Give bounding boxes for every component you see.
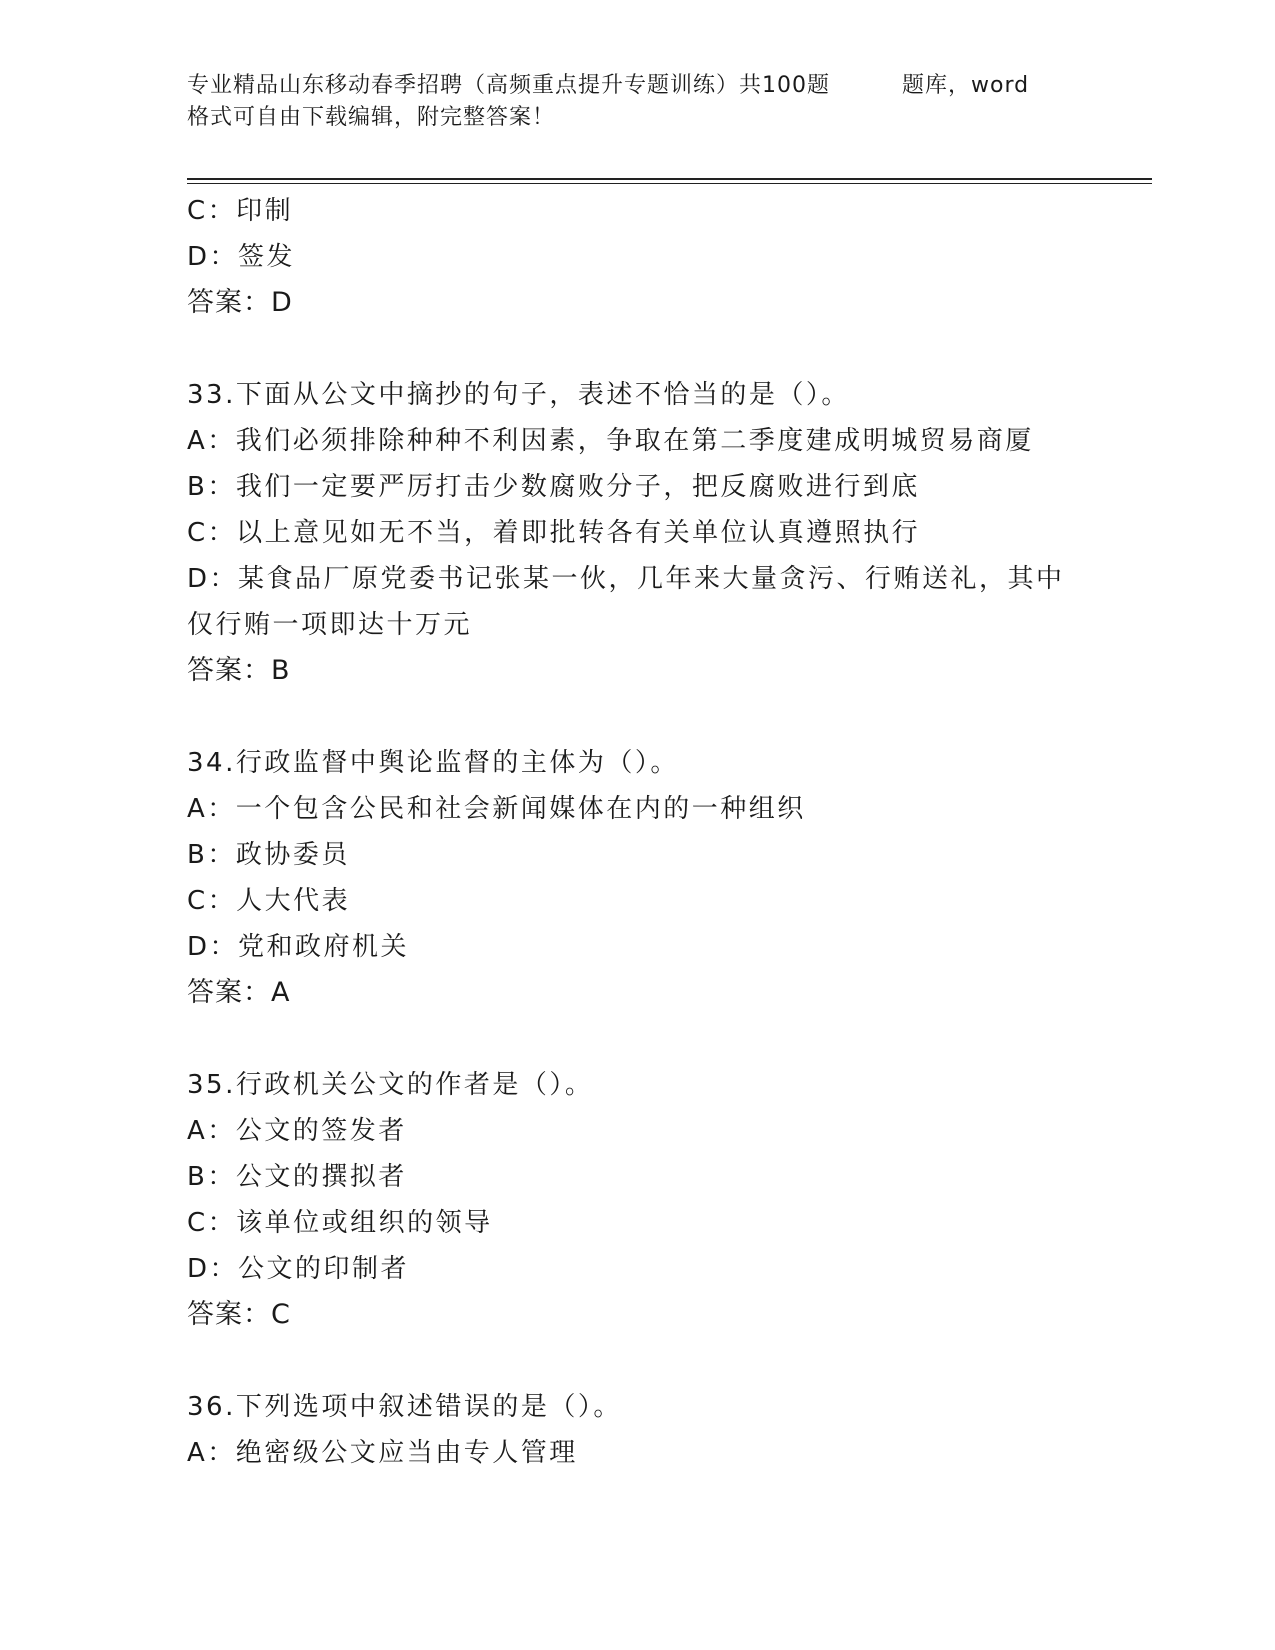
option-d: D：某食品厂原党委书记张某一伙，几年来大量贪污、行贿送礼，其中 [187,564,1065,594]
answer-line: 答案：B [187,655,291,686]
question-stem: 34.行政监督中舆论监督的主体为（）。 [187,748,679,778]
option-c: C：以上意见如无不当，着即批转各有关单位认真遵照执行 [187,518,921,548]
question-35 [187,1062,1107,1338]
header-rule-thin [187,183,1152,184]
header-title: 专业精品山东移动春季招聘（高频重点提升专题训练）共100题 [187,73,830,98]
option-c: C：人大代表 [187,886,351,916]
option-a: A：我们必须排除种种不利因素，争取在第二季度建成明城贸易商厦 [187,426,1034,456]
question-stem: 35.行政机关公文的作者是（）。 [187,1070,594,1100]
question-stem: 33.下面从公文中摘抄的句子，表述不恰当的是（）。 [187,380,850,410]
header-line-2: 格式可自由下载编辑，附完整答案！ [187,105,556,130]
option-d: D：公文的印制者 [187,1254,410,1284]
answer-line: 答案：A [187,977,291,1008]
question-36 [187,1384,1107,1476]
header-line-1 [187,70,1087,102]
question-stem: 36.下列选项中叙述错误的是（）。 [187,1392,622,1422]
option-d-continued: 仅行贿一项即达十万元 [187,610,473,640]
option-b: B：政协委员 [187,840,350,870]
question-32-tail [187,188,1107,326]
header-rule-thick [187,178,1152,180]
question-33 [187,372,1107,694]
option-a: A：绝密级公文应当由专人管理 [187,1438,578,1468]
option-c: C：印制 [187,196,294,226]
header-suffix: 题库，word [902,73,1030,98]
question-34 [187,740,1107,1016]
option-b: B：公文的撰拟者 [187,1162,407,1192]
option-a: A：一个包含公民和社会新闻媒体在内的一种组织 [187,794,806,824]
document-header [187,70,1087,134]
option-c: C：该单位或组织的领导 [187,1208,493,1238]
option-d: D：党和政府机关 [187,932,410,962]
option-b: B：我们一定要严厉打击少数腐败分子，把反腐败进行到底 [187,472,920,502]
answer-line: 答案：D [187,287,293,318]
option-a: A：公文的签发者 [187,1116,407,1146]
answer-line: 答案：C [187,1299,291,1330]
question-list [187,188,1107,1476]
option-d: D：签发 [187,242,296,272]
